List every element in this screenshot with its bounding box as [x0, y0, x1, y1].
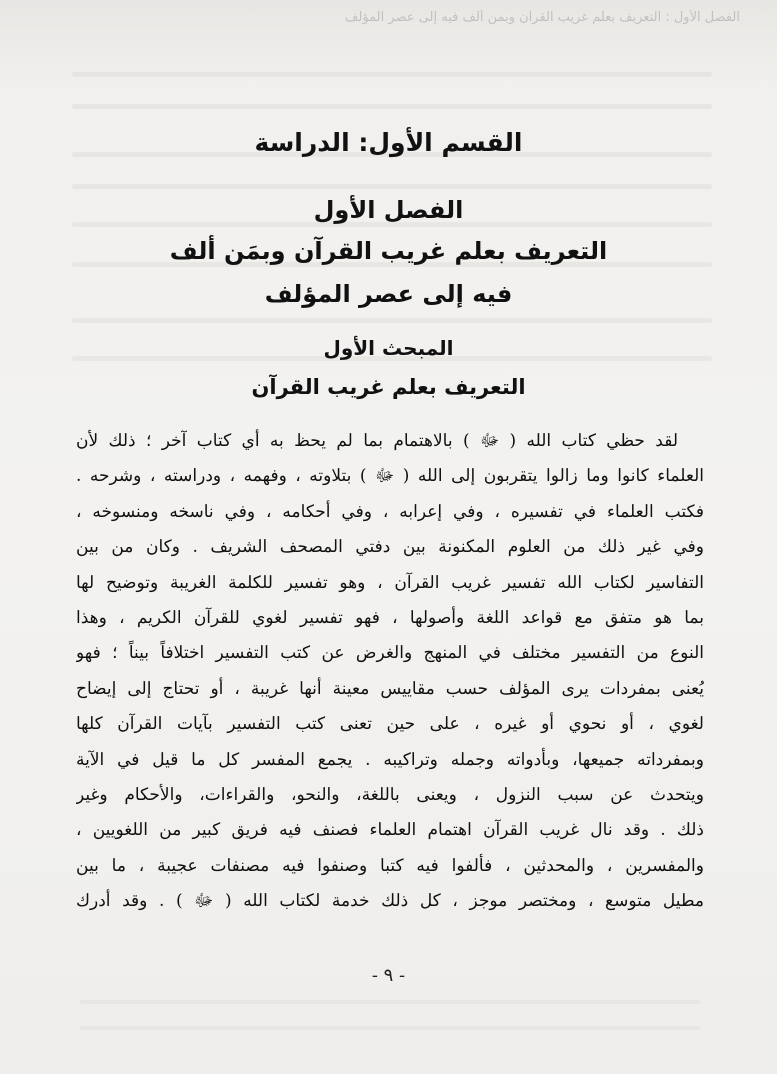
text-line: بما هو متفق مع قواعد اللغة وأصولها ، فهو تفسير لغوي للقرآن الكريم ، وهذا [76, 607, 704, 628]
text-line: النوع من التفسير مختلف في المنهج والغرض عن كتب التفسير اختلافاً بيناً ؛ فهو [76, 643, 704, 664]
bleed-through-line [80, 1026, 700, 1030]
text-line: لقد حظي كتاب الله ( ﷻ ) بالاهتمام بما لم يحظ به أي كتاب آخر ؛ ذلك لأن [76, 431, 678, 451]
chapter-subtitle-line-1: التعريف بعلم غريب القرآن وبمَن ألف [169, 237, 608, 265]
text-line: لغوي ، أو نحوي أو غيره ، على حين تعنى كتب التفسير بآيات القرآن كلها [76, 714, 704, 735]
text-line: ويتحدث عن سبب النزول ، ويعنى باللغة، والنحو، والقراءات، والأحكام وغير [76, 784, 704, 805]
body-paragraph [76, 424, 704, 919]
chapter-title: الفصل الأول [313, 196, 464, 224]
text-line: والمفسرين ، والمحدثين ، فألفوا فيه كتبا وصنفوا فيه مصنفات عجيبة ، ما بين [76, 855, 704, 876]
running-head: الفصل الأول : التعريف بعلم غريب القرآن وبمن ألف فيه إلى عصر المؤلف [345, 10, 740, 25]
text-line: يُعنى بمفردات يرى المؤلف حسب مقاييس معينة أنها غريبة ، أو تحتاج إلى إيضاح [76, 678, 704, 699]
text-line: ذلك . وقد نال غريب القرآن اهتمام العلماء فصنف فيه فريق كبير من اللغويين ، [76, 820, 704, 841]
section-subtitle: التعريف بعلم غريب القرآن [251, 375, 526, 399]
section-title: المبحث الأول [323, 336, 454, 360]
text-line: التفاسير لكتاب الله تفسير غريب القرآن ، وهو تفسير للكلمة الغريبة وتوضيح لها [76, 572, 704, 593]
bleed-through-line [72, 104, 712, 109]
page-number: - ٩ - [371, 965, 406, 986]
text-line: وبمفرداته جميعها، وبأدواته وجمله وتراكيبه . يجمع المفسر كل ما قيل في الآية [76, 749, 704, 770]
chapter-subtitle-line-2: فيه إلى عصر المؤلف [264, 280, 513, 308]
text-line: وفي غير ذلك من العلوم المكنونة بين دفتي المصحف الشريف . وكان من بين [76, 537, 704, 558]
text-line: العلماء كانوا وما زالوا يتقربون إلى الله ( ﷻ ) بتلاوته ، وفهمه ، ودراسته ، وشرحه . [76, 466, 704, 487]
part-title: القسم الأول: الدراسة [254, 128, 523, 157]
bleed-through-line [80, 1000, 700, 1004]
bleed-through-line [72, 184, 712, 189]
bleed-through-line [72, 72, 712, 77]
text-line: فكتب العلماء في تفسيره ، وفي إعرابه ، وفي أحكامه ، وفي ناسخه ومنسوخه ، [76, 501, 704, 522]
bleed-through-line [72, 318, 712, 323]
text-line: مطيل متوسع ، ومختصر موجز ، كل ذلك خدمة لكتاب الله ( ﷻ ) . وقد أدرك [76, 891, 704, 912]
